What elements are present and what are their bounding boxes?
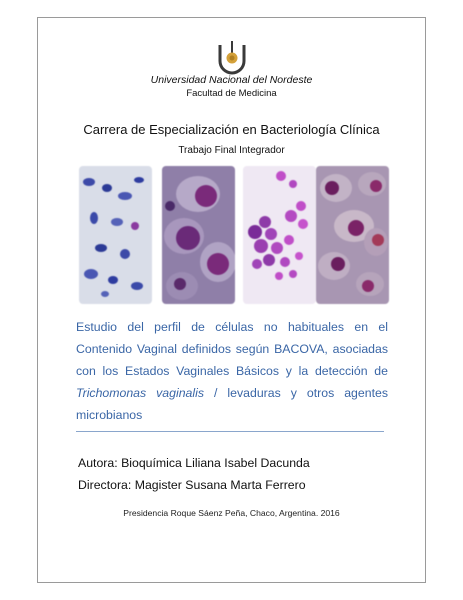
- micrograph-3: [243, 166, 316, 304]
- micrograph-4: [316, 166, 389, 304]
- thesis-title-part1: Estudio del perfil de células no habituales en el Contenido Vaginal definidos según BACOVA, asociadas con los Estados Vaginales Básicos y la detección de: [76, 320, 388, 378]
- micrograph-1: [79, 166, 152, 304]
- career-title: Carrera de Especialización en Bacteriología Clínica: [83, 122, 380, 137]
- unne-logo-icon: [217, 41, 247, 75]
- thesis-title-italic: Trichomonas vaginalis: [76, 386, 205, 400]
- thesis-title: [76, 316, 388, 426]
- divider: [76, 431, 384, 432]
- university-name: Universidad Nacional del Nordeste: [150, 74, 313, 86]
- thesis-title-part2: / levaduras y otros agentes microbianos: [76, 386, 388, 422]
- author-line: Autora: Bioquímica Liliana Isabel Dacunda: [78, 456, 310, 470]
- faculty-name: Facultad de Medicina: [186, 88, 277, 99]
- work-type: Trabajo Final Integrador: [178, 145, 285, 156]
- place-date: Presidencia Roque Sáenz Peña, Chaco, Argentina. 2016: [123, 508, 340, 518]
- director-line: Directora: Magister Susana Marta Ferrero: [78, 478, 306, 492]
- micrograph-2: [162, 166, 235, 304]
